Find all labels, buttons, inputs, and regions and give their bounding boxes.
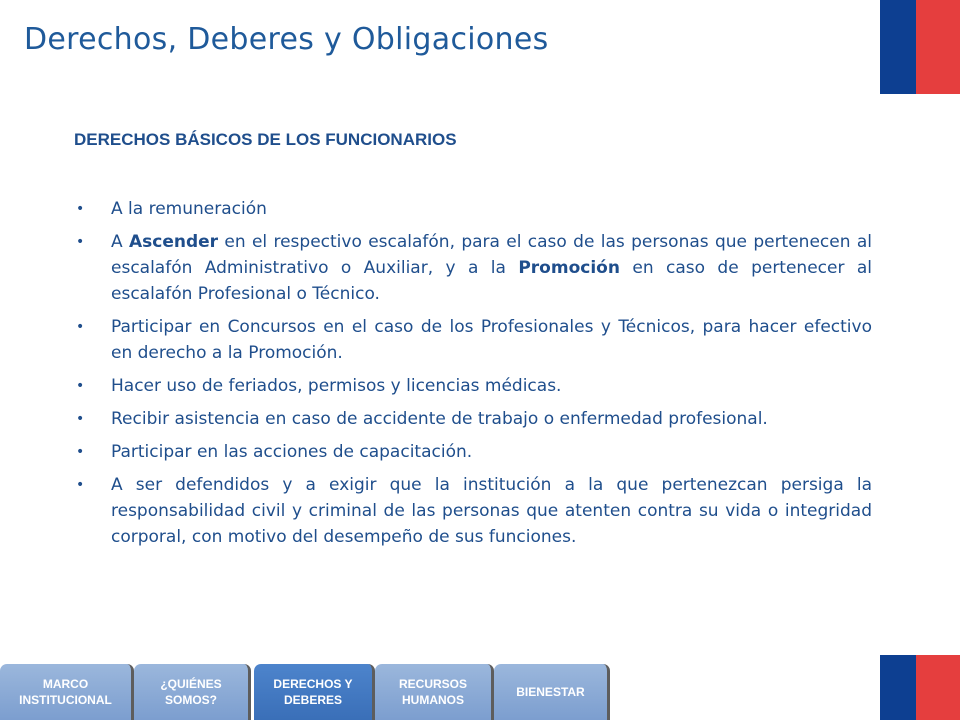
bold-term: Promoción <box>518 258 620 278</box>
tab-derechos-y-deberes[interactable]: DERECHOS Y DEBERES <box>254 664 375 720</box>
list-item: • Participar en las acciones de capacitación. <box>74 439 872 465</box>
bullet-icon: • <box>76 444 85 460</box>
list-item: • A ser defendidos y a exigir que la institución a la que pertenezcan persiga la responsabilidad civil y criminal de las personas que atenten contra su vida o integridad corporal, con motivo del desempeño de sus funciones. <box>74 472 872 550</box>
section-heading: DERECHOS BÁSICOS DE LOS FUNCIONARIOS <box>74 130 457 149</box>
list-item: • Hacer uso de feriados, permisos y licencias médicas. <box>74 373 872 399</box>
bullet-icon: • <box>76 201 85 217</box>
list-item: • A la remuneración <box>74 196 872 222</box>
bullet-icon: • <box>76 411 85 427</box>
bullet-icon: • <box>76 477 85 493</box>
rights-list <box>74 196 872 557</box>
tab-quienes-somos[interactable]: ¿QUIÉNES SOMOS? <box>134 664 251 720</box>
list-item: • Participar en Concursos en el caso de los Profesionales y Técnicos, para hacer efectivo en derecho a la Promoción. <box>74 314 872 366</box>
bullet-icon: • <box>76 234 85 250</box>
list-item: • A Ascender en el respectivo escalafón, para el caso de las personas que pertenecen al escalafón Administrativo o Auxiliar, y a la Promoción en caso de pertenecer al escalafón Profesional o Técnico. <box>74 229 872 307</box>
flag-stripe-blue-top <box>880 0 916 94</box>
bottom-nav <box>0 664 880 720</box>
bullet-icon: • <box>76 378 85 394</box>
bullet-icon: • <box>76 319 85 335</box>
flag-stripe-blue-bottom <box>880 655 916 720</box>
flag-stripe-red-top <box>916 0 960 94</box>
tab-recursos-humanos[interactable]: RECURSOS HUMANOS <box>375 664 494 720</box>
page-title: Derechos, Deberes y Obligaciones <box>24 22 549 57</box>
tab-marco-institucional[interactable]: MARCO INSTITUCIONAL <box>0 664 134 720</box>
bold-term: Ascender <box>128 232 219 252</box>
flag-stripe-red-bottom <box>916 655 960 720</box>
tab-bienestar[interactable]: BIENESTAR <box>494 664 610 720</box>
list-item: • Recibir asistencia en caso de accidente de trabajo o enfermedad profesional. <box>74 406 872 432</box>
